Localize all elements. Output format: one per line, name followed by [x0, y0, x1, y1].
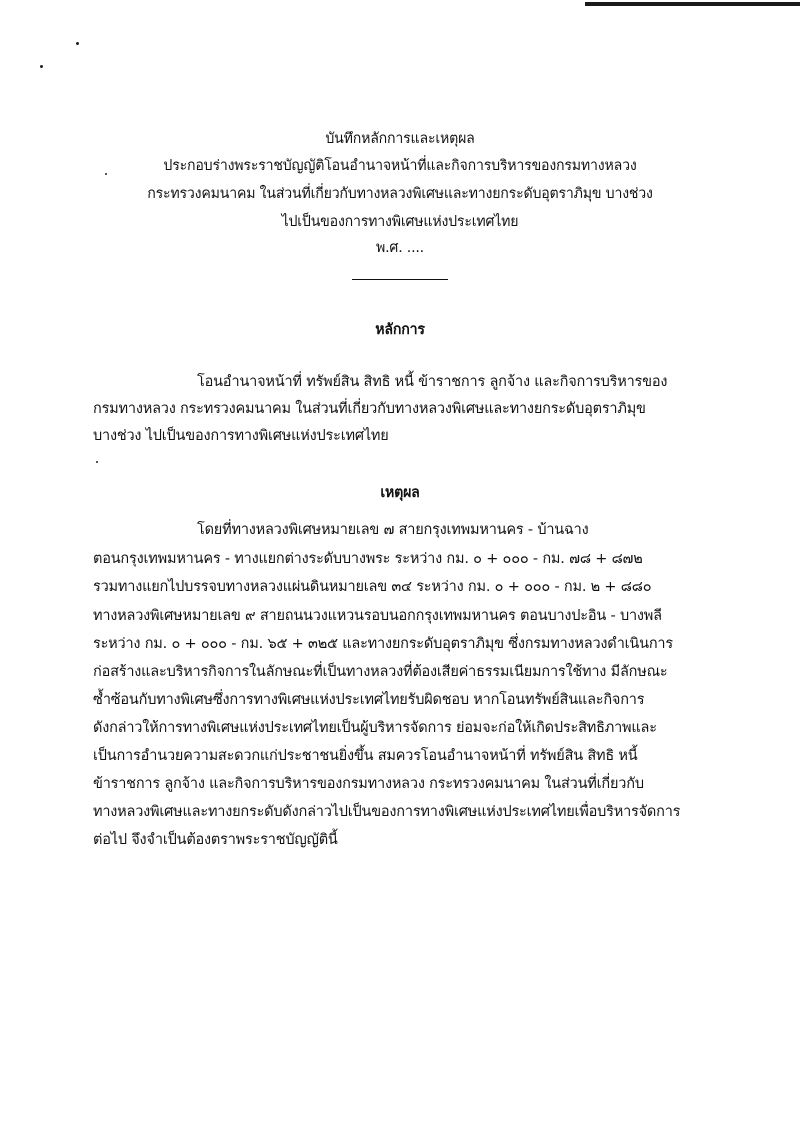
reason-line: รวมทางแยกไปบรรจบทางหลวงแผ่นดินหมายเลข ๓๔ ระหว่าง กม. ๐ + ๐๐๐ - กม. ๒ + ๘๘๐ — [93, 579, 652, 595]
scan-speck — [96, 461, 98, 463]
reason-line: ต่อไป จึงจำเป็นต้องตราพระราชบัญญัตินี้ — [93, 832, 338, 848]
title-year: พ.ศ. .... — [375, 240, 424, 256]
reason-line: โดยที่ทางหลวงพิเศษหมายเลข ๗ สายกรุงเทพมหานคร - บ้านฉาง — [197, 522, 589, 538]
principle-heading: หลักการ — [375, 322, 425, 338]
scan-speck — [76, 42, 79, 45]
reason-line: ก่อสร้างและบริหารกิจการในลักษณะที่เป็นทางหลวงที่ต้องเสียค่าธรรมเนียมการใช้ทาง มีลักษณะ — [93, 664, 668, 680]
reason-line: ทางหลวงพิเศษและทางยกระดับดังกล่าวไปเป็นของการทางพิเศษแห่งประเทศไทยเพื่อบริหารจัดการ — [93, 804, 681, 820]
reason-line: ตอนกรุงเทพมหานคร - ทางแยกต่างระดับบางพระ ระหว่าง กม. ๐ + ๐๐๐ - กม. ๗๘ + ๘๗๒ — [93, 551, 643, 567]
title-divider — [352, 279, 448, 280]
principle-line: บางช่วง ไปเป็นของการทางพิเศษแห่งประเทศไทย — [93, 428, 389, 444]
reason-line: ซ้ำซ้อนกับทางพิเศษซึ่งการทางพิเศษแห่งประเทศไทยรับผิดชอบ หากโอนทรัพย์สินและกิจการ — [93, 692, 645, 708]
reason-line: ระหว่าง กม. ๐ + ๐๐๐ - กม. ๖๕ + ๓๒๕ และทางยกระดับอุตราภิมุข ซึ่งกรมทางหลวงดำเนินการ — [93, 636, 673, 652]
reason-heading: เหตุผล — [380, 485, 420, 501]
principle-line: โอนอำนาจหน้าที่ ทรัพย์สิน สิทธิ หนี้ ข้าราชการ ลูกจ้าง และกิจการบริหารของ — [197, 374, 668, 390]
scan-edge-line — [585, 2, 800, 6]
title-line: ประกอบร่างพระราชบัญญัติโอนอำนาจหน้าที่และกิจการบริหารของกรมทางหลวง — [163, 158, 637, 174]
principle-line: กรมทางหลวง กระทรวงคมนาคม ในส่วนที่เกี่ยวกับทางหลวงพิเศษและทางยกระดับอุตราภิมุข — [93, 401, 646, 417]
reason-line: ข้าราชการ ลูกจ้าง และกิจการบริหารของกรมทางหลวง กระทรวงคมนาคม ในส่วนที่เกี่ยวกับ — [93, 776, 644, 792]
reason-line: ดังกล่าวให้การทางพิเศษแห่งประเทศไทยเป็นผู้บริหารจัดการ ย่อมจะก่อให้เกิดประสิทธิภาพและ — [93, 720, 657, 736]
title-line: ไปเป็นของการทางพิเศษแห่งประเทศไทย — [281, 214, 519, 230]
scan-speck — [40, 65, 43, 68]
document-title: บันทึกหลักการและเหตุผล — [325, 131, 475, 147]
reason-line: ทางหลวงพิเศษหมายเลข ๙ สายถนนวงแหวนรอบนอกกรุงเทพมหานคร ตอนบางปะอิน - บางพลี — [93, 608, 662, 624]
title-line: กระทรวงคมนาคม ในส่วนที่เกี่ยวกับทางหลวงพิเศษและทางยกระดับอุตราภิมุข บางช่วง — [147, 186, 653, 202]
reason-line: เป็นการอำนวยความสะดวกแก่ประชาชนยิ่งขึ้น สมควรโอนอำนาจหน้าที่ ทรัพย์สิน สิทธิ หนี้ — [93, 748, 638, 764]
